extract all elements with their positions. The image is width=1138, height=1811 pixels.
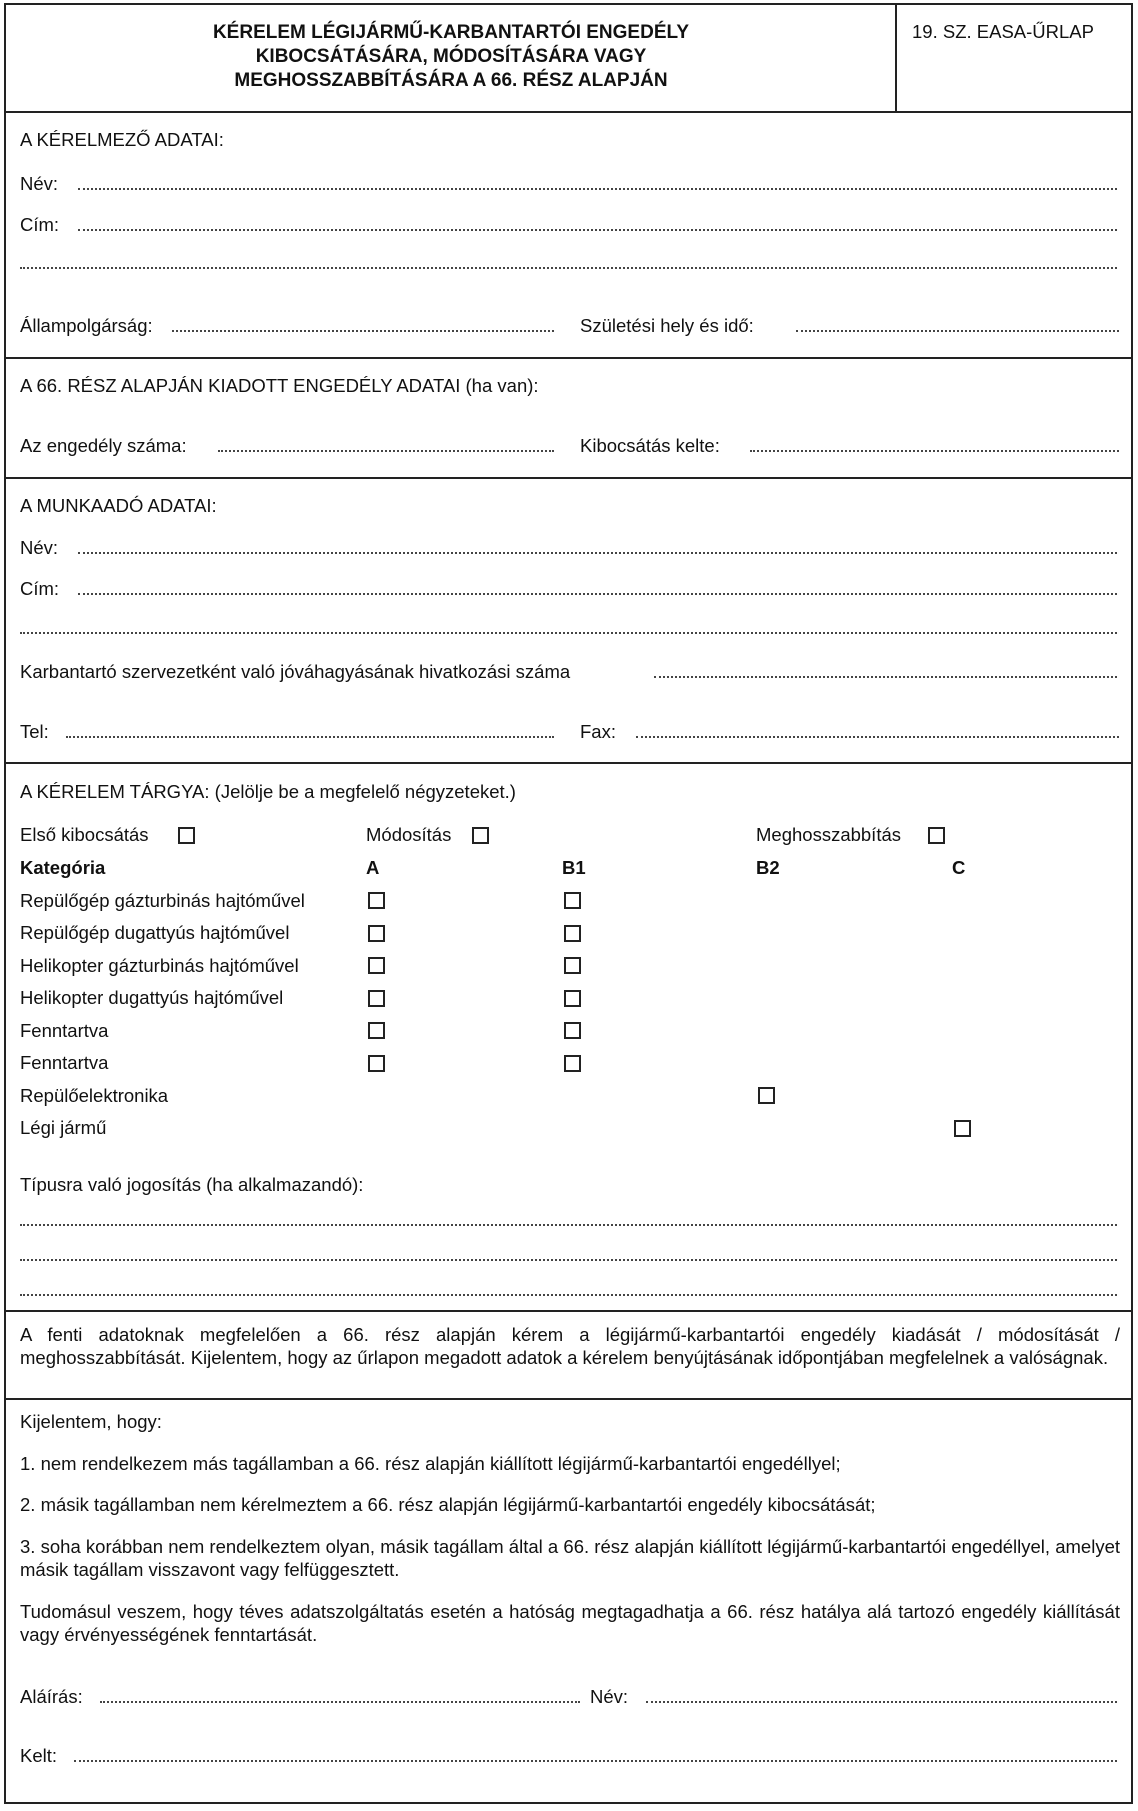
modification-label: Módosítás — [366, 824, 452, 845]
form-title: KÉRELEM LÉGIJÁRMŰ-KARBANTARTÓI ENGEDÉLY KIBOCSÁTÁSÁRA, MÓDOSÍTÁSÁRA VAGY MEGHOSSZABBÍTÁSÁRA A 66. RÉSZ ALAPJÁN — [212, 22, 690, 91]
application-form — [4, 3, 1133, 1804]
birth-label: Születési hely és idő: — [580, 315, 754, 336]
employer-address-label: Cím: — [20, 578, 60, 599]
applicant-name-label: Név: — [20, 173, 59, 194]
section-divider — [6, 1310, 1131, 1312]
category-a-checkbox[interactable] — [368, 957, 385, 974]
first-issue-label: Első kibocsátás — [20, 824, 149, 845]
section-divider — [6, 1398, 1131, 1400]
category-row-label: Helikopter dugattyús hajtóművel — [20, 987, 284, 1008]
category-a-checkbox[interactable] — [368, 1022, 385, 1039]
applicant-address-field-2[interactable] — [20, 267, 1117, 269]
acknowledgement-text: Tudomásul veszem, hogy téves adatszolgáltatás esetén a hatóság megtagadhatja a 66. rész hatálya alá tartozó engedély kiállítását vagy érvényességének fenntartását. — [20, 1601, 1120, 1645]
sign-name-label: Név: — [590, 1686, 629, 1707]
birth-field[interactable] — [796, 330, 1119, 332]
license-number-field[interactable] — [218, 450, 554, 452]
declaration-item-2: 2. másik tagállamban nem kérelmeztem a 66. rész alapján légijármű-karbantartói engedély kibocsátását; — [20, 1494, 876, 1515]
subject-heading: A KÉRELEM TÁRGYA: (Jelölje be a megfelelő négyzeteket.) — [20, 781, 516, 802]
applicant-address-label: Cím: — [20, 214, 60, 235]
section-divider — [6, 111, 1131, 113]
declaration-item-3: 3. soha korábban nem rendelkeztem olyan, másik tagállam által a 66. rész alapján kiállított légijármű-karbantartói engedéllyel, amelyet másik tagállam visszavont vagy felfüggesztett. — [20, 1536, 1120, 1580]
issue-date-field[interactable] — [750, 450, 1119, 452]
date-label: Kelt: — [20, 1745, 58, 1766]
form-code: 19. SZ. EASA-ŰRLAP — [912, 21, 1094, 42]
header-divider — [895, 5, 897, 111]
type-rating-field[interactable] — [20, 1259, 1117, 1261]
sign-name-field[interactable] — [646, 1701, 1117, 1703]
declaration-intro: Kijelentem, hogy: — [20, 1411, 162, 1432]
category-row-label: Fenntartva — [20, 1020, 109, 1041]
category-a-checkbox[interactable] — [368, 1055, 385, 1072]
issue-date-label: Kibocsátás kelte: — [580, 435, 720, 456]
license-number-label: Az engedély száma: — [20, 435, 187, 456]
signature-field[interactable] — [100, 1701, 580, 1703]
approval-ref-label: Karbantartó szervezetként való jóváhagyásának hivatkozási száma — [20, 661, 571, 682]
category-b1-checkbox[interactable] — [564, 990, 581, 1007]
type-rating-field[interactable] — [20, 1294, 1117, 1296]
approval-ref-field[interactable] — [654, 676, 1117, 678]
category-a-checkbox[interactable] — [368, 925, 385, 942]
modification-checkbox[interactable] — [472, 827, 489, 844]
category-b1-checkbox[interactable] — [564, 1022, 581, 1039]
category-row-label: Helikopter gázturbinás hajtóművel — [20, 955, 299, 976]
section-divider — [6, 762, 1131, 764]
column-header-c: C — [952, 857, 966, 878]
license-heading: A 66. RÉSZ ALAPJÁN KIADOTT ENGEDÉLY ADATAI (ha van): — [20, 375, 539, 396]
applicant-name-field[interactable] — [78, 188, 1117, 190]
column-header-a: A — [366, 857, 380, 878]
category-header: Kategória — [20, 857, 106, 878]
employer-address-field[interactable] — [78, 593, 1117, 595]
renewal-checkbox[interactable] — [928, 827, 945, 844]
employer-name-field[interactable] — [78, 552, 1117, 554]
fax-field[interactable] — [636, 736, 1119, 738]
category-a-checkbox[interactable] — [368, 990, 385, 1007]
type-rating-label: Típusra való jogosítás (ha alkalmazandó): — [20, 1174, 364, 1195]
employer-name-label: Név: — [20, 537, 59, 558]
category-b2-checkbox[interactable] — [758, 1087, 775, 1104]
date-field[interactable] — [74, 1760, 1117, 1762]
employer-address-field-2[interactable] — [20, 632, 1117, 634]
category-row-label: Repülőgép gázturbinás hajtóművel — [20, 890, 305, 911]
request-text: A fenti adatoknak megfelelően a 66. rész alapján kérem a légijármű-karbantartói engedély kiadását / módosítását / meghosszabbítását. Kijelentem, hogy az űrlapon megadott adatok a kérelem benyújtásának időpontjában megfelelnek a valóságnak. — [20, 1324, 1120, 1368]
category-b1-checkbox[interactable] — [564, 957, 581, 974]
category-b1-checkbox[interactable] — [564, 1055, 581, 1072]
applicant-heading: A KÉRELMEZŐ ADATAI: — [20, 129, 224, 150]
nationality-field[interactable] — [172, 330, 554, 332]
category-c-checkbox[interactable] — [954, 1120, 971, 1137]
nationality-label: Állampolgárság: — [20, 315, 153, 336]
tel-field[interactable] — [66, 736, 554, 738]
signature-label: Aláírás: — [20, 1686, 83, 1707]
section-divider — [6, 477, 1131, 479]
first-issue-checkbox[interactable] — [178, 827, 195, 844]
column-header-b2: B2 — [756, 857, 780, 878]
category-row-label: Repülőgép dugattyús hajtóművel — [20, 922, 290, 943]
category-a-checkbox[interactable] — [368, 892, 385, 909]
category-b1-checkbox[interactable] — [564, 925, 581, 942]
employer-heading: A MUNKAADÓ ADATAI: — [20, 495, 217, 516]
tel-label: Tel: — [20, 721, 49, 742]
declaration-item-1: 1. nem rendelkezem más tagállamban a 66. rész alapján kiállított légijármű-karbantartói engedéllyel; — [20, 1453, 841, 1474]
category-b1-checkbox[interactable] — [564, 892, 581, 909]
fax-label: Fax: — [580, 721, 616, 742]
category-row-label: Fenntartva — [20, 1052, 109, 1073]
section-divider — [6, 357, 1131, 359]
type-rating-field[interactable] — [20, 1224, 1117, 1226]
renewal-label: Meghosszabbítás — [756, 824, 902, 845]
category-row-label: Repülőelektronika — [20, 1085, 169, 1106]
applicant-address-field[interactable] — [78, 229, 1117, 231]
category-row-label: Légi jármű — [20, 1117, 107, 1138]
column-header-b1: B1 — [562, 857, 586, 878]
